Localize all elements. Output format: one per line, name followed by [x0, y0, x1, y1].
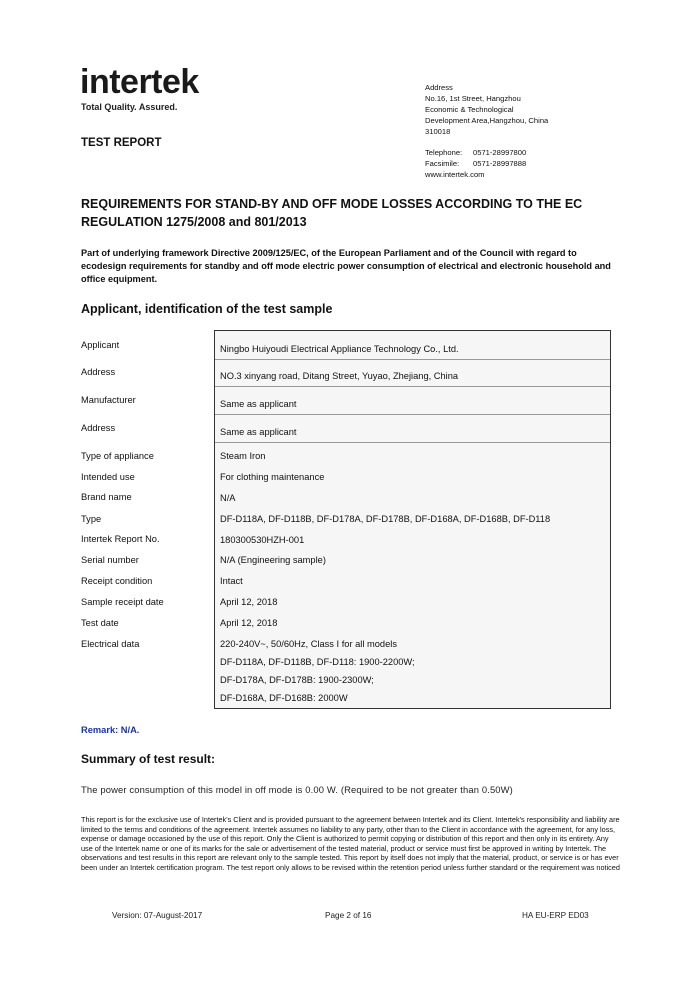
disclaimer: This report is for the exclusive use of Intertek's Client and is provided pursuant to the agreement between Intertek and its Client. Intertek's responsibility and liability are limited to the terms and conditions of the agreement. Intertek assumes no liability to any party, other than to the Client in accordance with the agreement, for any loss, expense or damage occasioned by the use of this report. Only the Client is authorized to permit copying or distribution of this report and then only in its entirety. Any use of the Intertek name or one of its marks for the sale or advertisement of the tested material, product or service must first be approved in writing by Intertek. The observations and test results in this report are relevant only to the sample tested. This report by itself does not imply that the material, product, or service is or has ever been under an Intertek certification program. The test report only allows to be revised within the retention period unless further standard or the requirement was noticed — [81, 815, 620, 872]
field-label: Receipt condition — [81, 576, 153, 586]
footer-page-number: Page 2 of 16 — [325, 911, 372, 920]
telephone-value: 0571-28997800 — [473, 148, 527, 157]
row-divider — [215, 414, 610, 415]
field-value: For clothing maintenance — [220, 472, 325, 482]
field-value: DF-D118A, DF-D118B, DF-D178A, DF-D178B, DF-D168A, DF-D168B, DF-D118 — [220, 514, 551, 524]
field-label: Intertek Report No. — [81, 534, 160, 544]
field-value: N/A (Engineering sample) — [220, 555, 326, 565]
row-divider — [215, 359, 610, 360]
field-value: N/A — [220, 493, 236, 503]
section-heading-applicant: Applicant, identification of the test sample — [81, 302, 333, 316]
row-divider — [215, 386, 610, 387]
tagline: Total Quality. Assured. — [81, 102, 178, 112]
telephone-label: Telephone: — [425, 148, 463, 157]
field-value: Intact — [220, 576, 243, 586]
field-label: Type — [81, 514, 102, 524]
field-value: 220-240V~, 50/60Hz, Class I for all models — [220, 639, 397, 649]
company-address — [425, 82, 548, 137]
address-line: Economic & Technological — [425, 105, 514, 114]
report-type: TEST REPORT — [81, 137, 162, 149]
field-value: Same as applicant — [220, 399, 297, 409]
facsimile-value: 0571-28997888 — [473, 159, 527, 168]
remark: Remark: N/A. — [81, 725, 140, 735]
section-heading-summary: Summary of test result: — [81, 752, 216, 766]
field-value: Ningbo Huiyoudi Electrical Appliance Technology Co., Ltd. — [220, 344, 459, 354]
field-label: Manufacturer — [81, 395, 136, 405]
report-title-line: REGULATION 1275/2008 and 801/2013 — [81, 215, 307, 229]
row-divider — [215, 442, 610, 443]
address-line: Development Area,Hangzhou, China — [425, 116, 549, 125]
field-value: April 12, 2018 — [220, 618, 278, 628]
field-label: Address — [81, 423, 116, 433]
report-title — [81, 195, 621, 231]
field-label: Applicant — [81, 340, 120, 350]
field-label: Address — [81, 367, 116, 377]
field-value: 180300530HZH-001 — [220, 535, 305, 545]
footer-version: Version: 07-August-2017 — [112, 911, 203, 920]
report-title-line: REQUIREMENTS FOR STAND-BY AND OFF MODE LOSSES ACCORDING TO THE EC — [81, 197, 583, 211]
address-label: Address — [425, 83, 453, 92]
field-label: Sample receipt date — [81, 597, 164, 607]
footer-document-code: HA EU-ERP ED03 — [522, 911, 589, 920]
field-label: Brand name — [81, 492, 132, 502]
facsimile-label: Facsimile: — [425, 159, 460, 168]
field-label: Electrical data — [81, 639, 140, 649]
field-label: Serial number — [81, 555, 139, 565]
svg-text:intertek: intertek — [80, 66, 199, 100]
electrical-detail: DF-D168A, DF-D168B: 2000W — [220, 693, 348, 703]
address-line: 310018 — [425, 127, 451, 136]
address-line: No.16, 1st Street, Hangzhou — [425, 94, 521, 103]
intertek-logo — [80, 66, 220, 100]
test-result: The power consumption of this model in off mode is 0.00 W. (Required to be not greater than 0.50W) — [81, 784, 513, 795]
contact-info — [425, 147, 526, 180]
field-value: Same as applicant — [220, 427, 297, 437]
field-label: Intended use — [81, 472, 135, 482]
field-label: Test date — [81, 618, 119, 628]
intro-paragraph: Part of underlying framework Directive 2009/125/EC, of the European Parliament and of the Council with regard to ecodesign requirements for standby and off mode electric power consumption of electrical and electronic household and office equipment. — [81, 248, 611, 284]
field-value: April 12, 2018 — [220, 597, 278, 607]
sample-details-table — [214, 330, 611, 709]
website-link[interactable]: www.intertek.com — [425, 170, 485, 179]
field-value: Steam Iron — [220, 451, 266, 461]
electrical-detail: DF-D118A, DF-D118B, DF-D118: 1900-2200W; — [220, 657, 415, 667]
field-value: NO.3 xinyang road, Ditang Street, Yuyao, Zhejiang, China — [220, 371, 459, 381]
electrical-detail: DF-D178A, DF-D178B: 1900-2300W; — [220, 675, 374, 685]
field-label: Type of appliance — [81, 451, 154, 461]
